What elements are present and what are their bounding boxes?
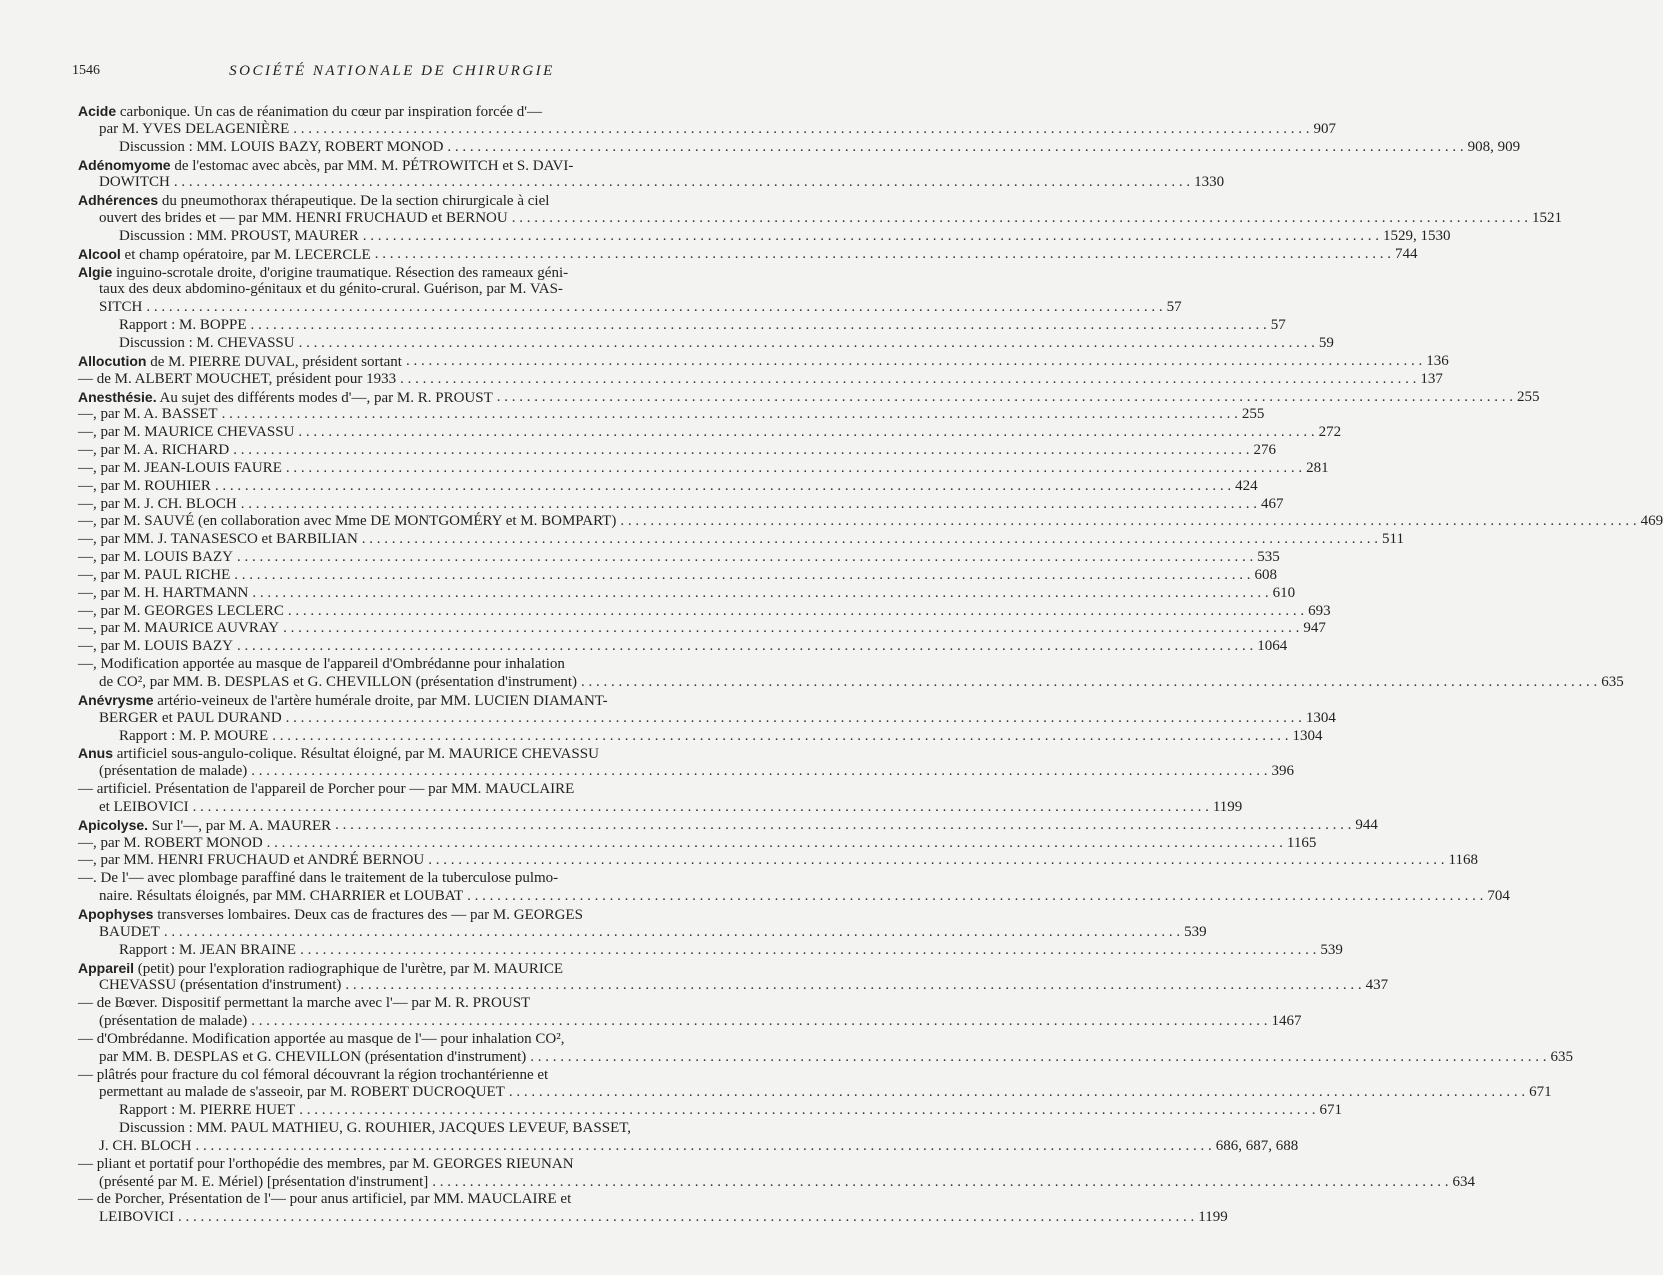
- index-line: [78, 1013, 1302, 1031]
- index-line: [78, 1102, 1342, 1120]
- entry-text: [78, 371, 396, 389]
- page-reference: 255: [1241, 406, 1265, 423]
- entry-text: [99, 299, 142, 317]
- index-line: [78, 495, 1284, 514]
- entry-text: [99, 924, 160, 942]
- page-reference: 1330: [1194, 174, 1225, 191]
- entry-body: Rapport : M. PIERRE HUET: [119, 1102, 296, 1119]
- page-reference: 539: [1320, 941, 1343, 958]
- index-line: [78, 1209, 1228, 1227]
- entry-text: [78, 460, 282, 478]
- index-line: [78, 352, 1449, 371]
- index-entries: [78, 103, 1663, 1227]
- entry-text: [99, 1138, 192, 1156]
- page-reference: 907: [1313, 120, 1336, 137]
- entry-body: CHEVASSU (présentation d'instrument): [99, 977, 342, 994]
- dot-leader: [616, 513, 1636, 531]
- page-reference: 1199: [1198, 1209, 1228, 1226]
- entry-body: (présentation de malade): [99, 763, 248, 780]
- entry-keyword: Anus: [78, 745, 113, 762]
- dot-leader: [428, 1174, 1448, 1192]
- dot-leader: [424, 852, 1444, 870]
- dot-leader: [296, 942, 1316, 960]
- dot-leader: [294, 424, 1314, 442]
- entry-body: J. CH. BLOCH: [99, 1137, 192, 1154]
- page-reference: 608: [1254, 566, 1277, 583]
- index-line: [78, 1156, 712, 1174]
- entry-text: [78, 513, 616, 531]
- index-line: [78, 192, 712, 210]
- dot-leader: [508, 210, 1528, 228]
- entry-keyword: Anévrysme: [78, 691, 154, 708]
- entry-body: — de Porcher, Présentation de l'— pour anus artificiel, par MM. MAUCLAIRE et: [78, 1191, 572, 1208]
- dot-leader: [282, 710, 1302, 728]
- entry-text: [99, 763, 247, 781]
- page-reference: 57: [1166, 299, 1182, 316]
- index-line: [78, 138, 1521, 157]
- dot-leader: [295, 1102, 1315, 1120]
- entry-text: [78, 1067, 548, 1083]
- entry-text: [99, 710, 282, 728]
- entry-body: transverses lombaires. Deux cas de fractures des — par M. GEORGES: [157, 906, 583, 923]
- index-line: [78, 906, 712, 924]
- entry-body: —, par M. ROUHIER: [78, 477, 211, 494]
- page-reference: 396: [1271, 763, 1295, 780]
- index-line: [78, 531, 1404, 549]
- index-line: [78, 888, 1510, 906]
- entry-text: [78, 567, 230, 585]
- dot-leader: [233, 638, 1253, 656]
- entry-text: [78, 693, 608, 709]
- index-line: [78, 870, 712, 888]
- index-line: [78, 1191, 712, 1209]
- page-reference: 276: [1253, 442, 1277, 459]
- entry-text: [78, 1191, 571, 1207]
- entry-body: —, par M. H. HARTMANN: [78, 584, 249, 601]
- dot-leader: [233, 549, 1253, 567]
- dot-leader: [282, 460, 1302, 478]
- page-reference: 704: [1487, 888, 1510, 905]
- dot-leader: [170, 174, 1190, 192]
- entry-text: [119, 139, 443, 157]
- dot-leader: [341, 977, 1361, 995]
- entry-keyword: Adhérences: [78, 192, 159, 209]
- entry-text: [78, 265, 568, 281]
- dot-leader: [289, 121, 1309, 139]
- dot-leader: [331, 817, 1351, 835]
- entry-body: —, par MM. J. TANASESCO et BARBILIAN: [78, 531, 358, 548]
- entry-body: (petit) pour l'exploration radiographique de l'urètre, par M. MAURICE: [137, 960, 564, 977]
- page-reference: 59: [1318, 334, 1334, 351]
- entry-text: [99, 1084, 505, 1102]
- entry-body: BAUDET: [99, 923, 160, 940]
- page-reference: 686, 687, 688: [1215, 1137, 1299, 1154]
- index-line: [78, 763, 1295, 781]
- entry-keyword: Adénomyome: [78, 156, 171, 173]
- index-line: [78, 334, 1334, 353]
- entry-text: [78, 746, 599, 762]
- index-line: [78, 299, 1182, 317]
- entry-body: LEIBOVICI: [99, 1209, 174, 1226]
- entry-text: [78, 424, 294, 442]
- entry-body: Rapport : M. BOPPE: [119, 317, 247, 334]
- page-number: 1546: [72, 63, 100, 78]
- index-line: [78, 157, 712, 175]
- dot-leader: [295, 335, 1315, 353]
- entry-body: — de M. ALBERT MOUCHET, président pour 1933: [78, 370, 397, 387]
- running-header: [72, 63, 712, 85]
- entry-body: —, par M. LOUIS BAZY: [78, 549, 233, 566]
- dot-leader: [142, 299, 1162, 317]
- page-reference: 635: [1550, 1048, 1573, 1065]
- entry-text: [78, 549, 233, 567]
- entry-body: —. De l'— avec plombage paraffiné dans le traitement de la tuberculose pulmo-: [78, 870, 559, 887]
- index-line: [78, 674, 1624, 692]
- index-line: [78, 1048, 1573, 1067]
- index-line: [78, 513, 1663, 531]
- entry-body: —, par M. A. BASSET: [78, 406, 218, 423]
- index-line: [78, 1067, 712, 1085]
- entry-keyword: Apicolyse.: [78, 816, 149, 833]
- index-line: [78, 227, 1451, 246]
- entry-text: [78, 104, 542, 120]
- entry-text: [119, 942, 296, 960]
- index-line: [78, 566, 1277, 585]
- index-line: [78, 781, 712, 799]
- page-reference: 57: [1270, 317, 1286, 334]
- entry-body: Discussion : MM. PROUST, MAURER: [119, 227, 359, 244]
- entry-text: [78, 1156, 574, 1172]
- entry-body: (présenté par M. E. Mériel) [présentation d'instrument]: [99, 1173, 429, 1190]
- entry-text: [119, 728, 268, 746]
- entry-keyword: Acide: [78, 103, 117, 119]
- dot-leader: [463, 888, 1483, 906]
- page-reference: 671: [1319, 1102, 1342, 1119]
- index-line: [78, 798, 1243, 817]
- index-line: [78, 281, 712, 299]
- index-line: [78, 638, 1288, 656]
- dot-leader: [174, 1209, 1194, 1227]
- page-reference: 908, 909: [1467, 138, 1521, 155]
- entry-text: [99, 888, 463, 906]
- entry-text: [99, 674, 577, 692]
- page-reference: 1304: [1305, 709, 1336, 726]
- entry-text: [78, 531, 358, 549]
- entry-text: [99, 210, 508, 228]
- index-line: [78, 941, 1343, 960]
- index-line: [78, 745, 712, 763]
- page-header-title: SOCIÉTÉ NATIONALE DE CHIRURGIE: [229, 63, 555, 79]
- entry-keyword: Allocution: [78, 352, 147, 369]
- page-reference: 272: [1318, 424, 1342, 441]
- entry-text: [78, 1031, 564, 1047]
- entry-text: [78, 389, 493, 407]
- index-line: [78, 852, 1478, 870]
- page-reference: 1199: [1212, 798, 1243, 815]
- entry-text: [78, 478, 211, 496]
- entry-body: taux des deux abdomino-génitaux et du génito-crural. Guérison, par M. VAS-: [99, 281, 563, 298]
- entry-body: inguino-scrotale droite, d'origine traumatique. Résection des rameaux géni-: [115, 264, 569, 281]
- entry-keyword: Anesthésie.: [78, 388, 157, 405]
- page-reference: 137: [1420, 370, 1443, 387]
- dot-leader: [247, 317, 1267, 335]
- dot-leader: [247, 1013, 1267, 1031]
- entry-body: Discussion : MM. PAUL MATHIEU, G. ROUHIER, JACQUES LEVEUF, BASSET,: [119, 1120, 632, 1137]
- index-line: [78, 1137, 1299, 1156]
- index-line: [78, 477, 1258, 496]
- dot-leader: [189, 799, 1209, 817]
- index-line: [78, 406, 1265, 424]
- page-reference: 1165: [1286, 834, 1317, 851]
- page-reference: 635: [1601, 674, 1624, 690]
- page-reference: 511: [1382, 531, 1404, 548]
- dot-leader: [396, 371, 1416, 389]
- entry-text: [78, 961, 563, 977]
- entry-text: [78, 353, 402, 371]
- entry-body: — artificiel. Présentation de l'appareil de Porcher pour — par MM. MAUCLAIRE: [78, 781, 575, 798]
- index-line: [78, 370, 1443, 389]
- page-reference: 281: [1306, 459, 1329, 476]
- entry-body: — d'Ombrédanne. Modification apportée au masque de l'— pour inhalation CO²,: [78, 1030, 565, 1047]
- entry-text: [99, 121, 289, 139]
- dot-leader: [359, 228, 1379, 246]
- dot-leader: [279, 620, 1299, 638]
- page-reference: 1529, 1530: [1383, 227, 1451, 244]
- index-line: [78, 317, 1286, 335]
- entry-text: [78, 852, 424, 870]
- entry-text: [119, 1102, 295, 1120]
- entry-body: —, par M. SAUVÉ (en collaboration avec Mme DE MONTGOMÉRY et M. BOMPART): [78, 513, 617, 530]
- entry-text: [99, 1209, 174, 1227]
- entry-keyword: Alcool: [78, 245, 121, 262]
- entry-keyword: Algie: [78, 263, 113, 280]
- page-reference: 671: [1529, 1084, 1552, 1101]
- dot-leader: [402, 353, 1422, 371]
- index-line: [78, 459, 1329, 478]
- entry-text: [78, 246, 371, 264]
- dot-leader: [263, 835, 1283, 853]
- index-line: [78, 1120, 712, 1138]
- entry-body: artificiel sous-angulo-colique. Résultat éloigné, par M. MAURICE CHEVASSU: [116, 746, 599, 763]
- entry-text: [119, 335, 295, 353]
- entry-body: et LEIBOVICI: [99, 798, 189, 815]
- entry-body: — pliant et portatif pour l'orthopédie des membres, par M. GEORGES RIEUNAN: [78, 1155, 574, 1172]
- entry-body: de l'estomac avec abcès, par MM. M. PÉTROWITCH et S. DAVI-: [174, 157, 574, 174]
- page-reference: 535: [1257, 549, 1280, 566]
- entry-body: DOWITCH: [99, 174, 170, 191]
- page-reference: 255: [1517, 388, 1540, 405]
- entry-keyword: Appareil: [78, 959, 135, 976]
- index-line: [78, 1173, 1476, 1192]
- dot-leader: [218, 406, 1238, 424]
- index-line: [78, 977, 1389, 995]
- dot-leader: [443, 139, 1463, 157]
- entry-text: [99, 174, 170, 192]
- index-line: [78, 602, 1331, 621]
- entry-body: et champ opératoire, par M. LECERCLE: [124, 246, 371, 263]
- dot-leader: [577, 674, 1597, 692]
- index-line: [78, 174, 1225, 192]
- index-line: [78, 692, 712, 710]
- entry-body: ouvert des brides et — par MM. HENRI FRUCHAUD et BERNOU: [99, 210, 508, 227]
- entry-body: Sur l'—, par M. A. MAURER: [151, 817, 332, 834]
- entry-text: [78, 620, 279, 638]
- entry-body: —, par M. J. CH. BLOCH: [78, 495, 237, 512]
- page-reference: 437: [1365, 977, 1389, 994]
- entry-text: [99, 281, 563, 297]
- entry-body: — plâtrés pour fracture du col fémoral découvrant la région trochantérienne et: [78, 1066, 549, 1083]
- entry-body: —, par MM. HENRI FRUCHAUD et ANDRÉ BERNOU: [78, 852, 425, 869]
- entry-text: [78, 907, 583, 923]
- page-reference: 1304: [1292, 727, 1323, 744]
- entry-text: [78, 585, 248, 603]
- entry-text: [78, 496, 237, 514]
- entry-body: BERGER et PAUL DURAND: [99, 709, 282, 726]
- page-reference: 947: [1303, 620, 1326, 637]
- entry-text: [78, 603, 284, 621]
- entry-body: de CO², par MM. B. DESPLAS et G. CHEVILLON (présentation d'instrument): [99, 674, 577, 690]
- entry-body: —, par M. ROBERT MONOD: [78, 834, 263, 851]
- entry-body: carbonique. Un cas de réanimation du cœur par inspiration forcée d'—: [119, 104, 543, 120]
- dot-leader: [192, 1138, 1212, 1156]
- entry-body: par M. YVES DELAGENIÈRE: [99, 120, 290, 137]
- entry-text: [78, 995, 530, 1011]
- dot-leader: [284, 603, 1304, 621]
- page-reference: 1467: [1271, 1013, 1302, 1030]
- entry-body: Discussion : M. CHEVASSU: [119, 334, 295, 351]
- entry-body: Discussion : MM. LOUIS BAZY, ROBERT MONOD: [119, 138, 444, 155]
- dot-leader: [371, 246, 1391, 264]
- page-reference: 467: [1261, 495, 1284, 512]
- entry-body: —, par M. GEORGES LECLERC: [78, 602, 284, 619]
- entry-body: —, par M. LOUIS BAZY: [78, 638, 233, 655]
- entry-body: —, par M. A. RICHARD: [78, 442, 230, 459]
- entry-body: —, par M. MAURICE CHEVASSU: [78, 424, 295, 441]
- entry-text: [78, 656, 565, 672]
- entry-body: artério-veineux de l'artère humérale droite, par MM. LUCIEN DIAMANT-: [157, 692, 608, 709]
- index-line: [78, 264, 712, 282]
- entry-text: [78, 158, 573, 174]
- index-line: [78, 424, 1342, 442]
- index-line: [78, 816, 1378, 835]
- entry-text: [119, 228, 359, 246]
- index-line: [78, 960, 712, 978]
- dot-leader: [160, 924, 1180, 942]
- entry-text: [78, 442, 229, 460]
- page-reference: 1521: [1531, 210, 1562, 227]
- page-reference: 610: [1272, 584, 1296, 601]
- page-reference: 424: [1235, 477, 1258, 494]
- entry-text: [78, 638, 233, 656]
- index-line: [78, 210, 1562, 228]
- entry-text: [78, 870, 558, 886]
- dot-leader: [526, 1049, 1546, 1067]
- page-reference: 1064: [1257, 638, 1288, 655]
- page-reference: 1168: [1448, 852, 1478, 869]
- entry-body: Au sujet des différents modes d'—, par M. R. PROUST: [159, 389, 493, 406]
- dot-leader: [248, 585, 1268, 603]
- entry-body: naire. Résultats éloignés, par MM. CHARRIER et LOUBAT: [99, 888, 464, 905]
- entry-body: —, par M. PAUL RICHE: [78, 566, 231, 583]
- entry-body: — de Bœver. Dispositif permettant la marche avec l'— par M. R. PROUST: [78, 995, 531, 1012]
- entry-body: (présentation de malade): [99, 1013, 248, 1030]
- page-reference: 469: [1640, 513, 1663, 530]
- entry-body: de M. PIERRE DUVAL, président sortant: [150, 353, 402, 370]
- entry-body: —, par M. MAURICE AUVRAY: [78, 620, 280, 637]
- dot-leader: [211, 478, 1231, 496]
- entry-body: —, Modification apportée au masque de l'appareil d'Ombrédanne pour inhalation: [78, 656, 565, 673]
- entry-body: —, par M. JEAN-LOUIS FAURE: [78, 459, 282, 476]
- dot-leader: [493, 389, 1513, 407]
- index-line: [78, 388, 1540, 407]
- dot-leader: [247, 763, 1267, 781]
- entry-text: [78, 193, 549, 209]
- entry-keyword: Apophyses: [78, 905, 154, 922]
- page-reference: 744: [1394, 245, 1418, 262]
- dot-leader: [229, 442, 1249, 460]
- index-line: [78, 245, 1418, 264]
- entry-text: [99, 1174, 428, 1192]
- entry-text: [119, 1120, 631, 1136]
- dot-leader: [358, 531, 1378, 549]
- entry-text: [99, 1049, 526, 1067]
- index-line: [78, 103, 712, 121]
- page-reference: 539: [1184, 923, 1207, 940]
- index-line: [78, 995, 712, 1013]
- index-line: [78, 923, 1207, 942]
- entry-body: Rapport : M. P. MOURE: [119, 727, 269, 744]
- index-line: [78, 1031, 712, 1049]
- entry-body: Rapport : M. JEAN BRAINE: [119, 941, 297, 958]
- entry-body: permettant au malade de s'asseoir, par M. ROBERT DUCROQUET: [99, 1084, 505, 1101]
- index-line: [78, 442, 1277, 460]
- entry-body: par MM. B. DESPLAS et G. CHEVILLON (présentation d'instrument): [99, 1048, 527, 1065]
- index-line: [78, 620, 1326, 638]
- index-line: [78, 120, 1336, 139]
- entry-text: [78, 781, 574, 797]
- index-line: [78, 834, 1317, 853]
- dot-leader: [237, 496, 1257, 514]
- entry-body: SITCH: [99, 299, 143, 316]
- index-line: [78, 1084, 1552, 1102]
- index-line: [78, 709, 1336, 728]
- entry-text: [99, 799, 189, 817]
- index-line: [78, 549, 1280, 567]
- entry-text: [99, 977, 341, 995]
- page-reference: 634: [1452, 1173, 1476, 1190]
- index-line: [78, 656, 712, 674]
- index-line: [78, 727, 1323, 746]
- page-reference: 693: [1308, 602, 1331, 619]
- entry-body: du pneumothorax thérapeutique. De la section chirurgicale à ciel: [161, 193, 550, 210]
- entry-text: [99, 1013, 247, 1031]
- page-reference: 136: [1426, 352, 1449, 369]
- page-reference: 944: [1355, 816, 1378, 833]
- entry-text: [78, 817, 331, 835]
- entry-text: [78, 835, 263, 853]
- dot-leader: [230, 567, 1250, 585]
- entry-text: [78, 406, 218, 424]
- entry-text: [119, 317, 247, 335]
- dot-leader: [268, 728, 1288, 746]
- index-line: [78, 584, 1296, 603]
- dot-leader: [505, 1084, 1525, 1102]
